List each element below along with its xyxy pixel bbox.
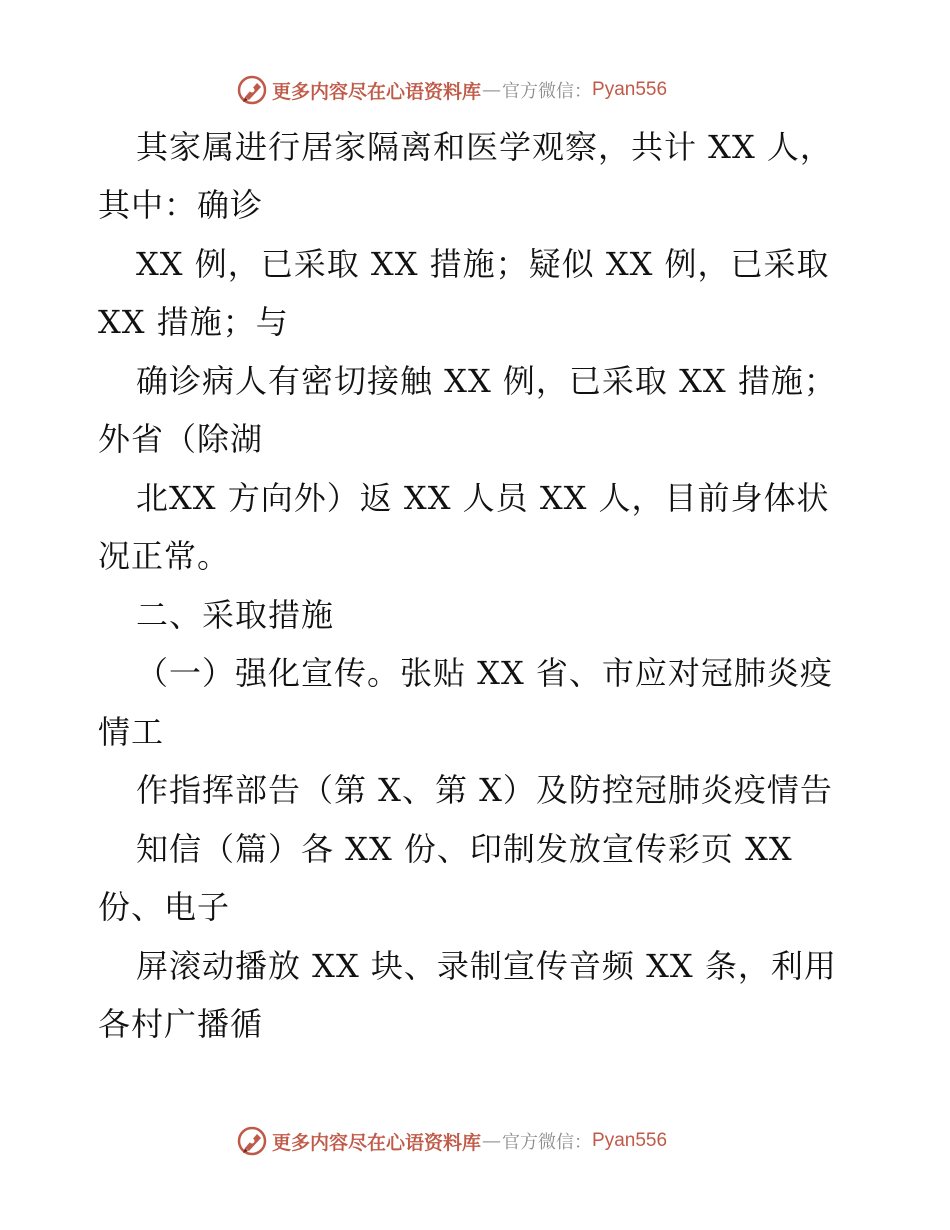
text-line: 况正常。 — [98, 537, 231, 575]
banner-text: 更多内容尽在心语资料库 — [272, 80, 482, 103]
text-line: 确诊病人有密切接触 XX 例，已采取 XX 措施； — [136, 362, 837, 400]
text-line: 份、电子 — [98, 888, 231, 926]
banner-official-label: 官方微信： — [502, 1132, 593, 1153]
text-line: 知信（篇）各 XX 份、印制发放宣传彩页 XX — [136, 830, 793, 868]
text-line: 其中：确诊 — [98, 186, 264, 224]
text-line: 其家属进行居家隔离和医学观察，共计 XX 人， — [136, 128, 833, 166]
pen-logo-icon — [236, 1125, 268, 1157]
banner-wechat-id: Pyan556 — [592, 1130, 668, 1151]
banner-wechat-id: Pyan556 — [592, 79, 668, 100]
text-line: XX 例，已采取 XX 措施；疑似 XX 例，已采取 — [136, 245, 830, 283]
section-heading: 二、采取措施 — [136, 596, 335, 634]
banner-official-label: 官方微信： — [502, 81, 593, 102]
text-line: XX 措施；与 — [98, 303, 289, 341]
text-line: 情工 — [98, 713, 165, 751]
pen-logo-icon — [236, 74, 268, 106]
banner-separator: — — [482, 1130, 502, 1152]
banner-text: 更多内容尽在心语资料库 — [272, 1131, 482, 1154]
header-banner — [236, 73, 667, 107]
footer-banner — [236, 1124, 667, 1158]
text-line: （一）强化宣传。张贴 XX 省、市应对冠肺炎疫 — [136, 654, 833, 692]
text-line: 屏滚动播放 XX 块、录制宣传音频 XX 条，利用 — [136, 947, 837, 985]
text-line: 北XX 方向外）返 XX 人员 XX 人，目前身体状 — [136, 479, 830, 517]
text-line: 作指挥部告（第 X、第 X）及防控冠肺炎疫情告 — [136, 771, 833, 809]
text-line: 外省（除湖 — [98, 420, 264, 458]
text-line: 各村广播循 — [98, 1005, 264, 1043]
banner-separator: — — [482, 79, 502, 101]
